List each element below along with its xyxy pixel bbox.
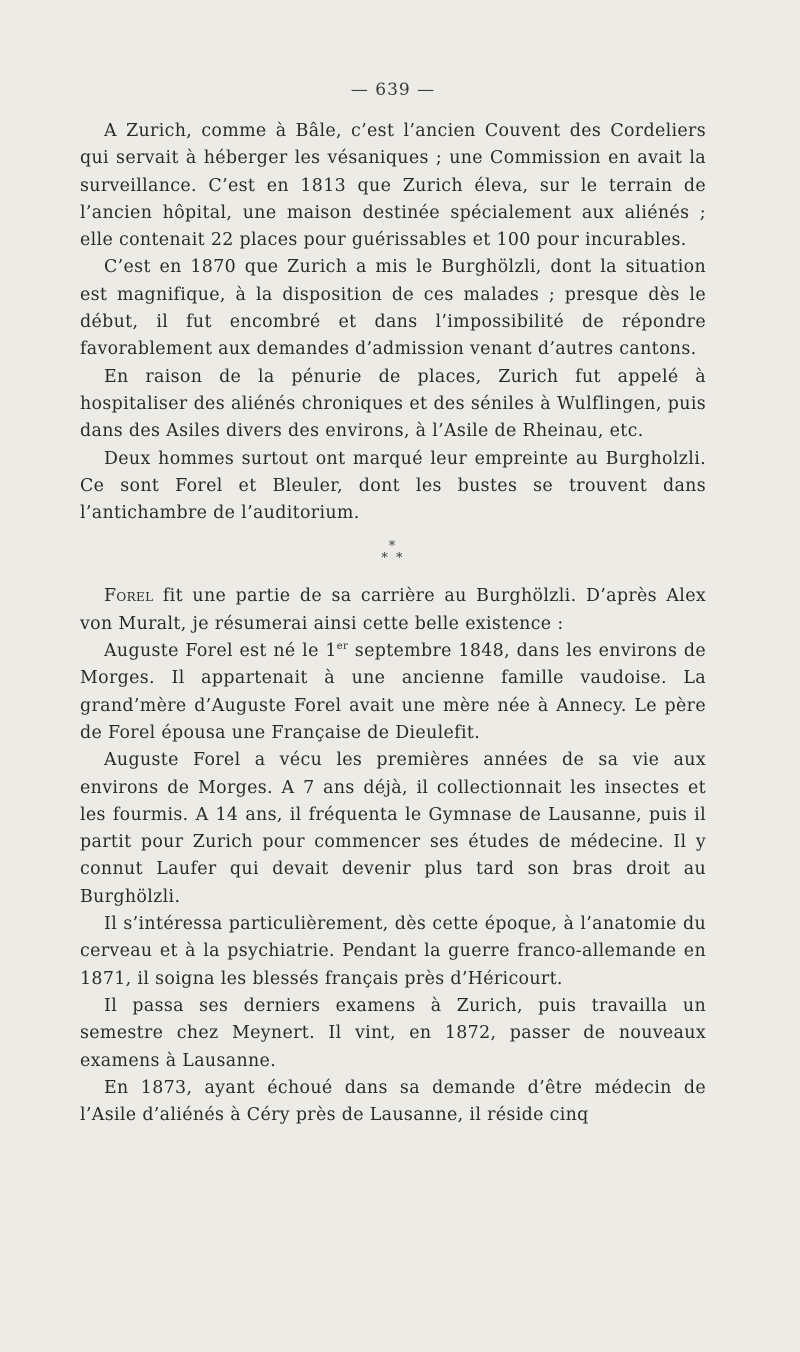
page-number: — 639 — (350, 80, 436, 100)
paragraph-forel-exams: Il passa ses derniers examens à Zurich, puis travailla un semestre chez Meynert. Il vint, en 1872, passer de nouveaux examens à Lausanne. (80, 995, 706, 1071)
paragraph-zurich-couvent: A Zurich, comme à Bâle, c’est l’ancien Couvent des Cordeliers qui servait à héberger les vésaniques ; une Commission en avait la surveillance. C’est en 1813 que Zurich éleva, sur le terrain de l’ancien hôpital, une maison destinée spécialement aux aliénés ; elle contenait 22 places pour guérissables et 100 pour incurables. (80, 121, 706, 251)
birth-text-start: Auguste Forel est né le 1 (104, 641, 337, 662)
paragraph-forel-youth: Auguste Forel a vécu les premières années de sa vie aux environs de Morges. A 7 ans déjà, il collectionnait les insectes et les fourmis. A 14 ans, il fréquenta le Gymnase de Lausanne, puis il partit pour Zurich pour commencer ses études de médecine. Il y connut Laufer qui devait devenir plus tard son bras droit au Burghölzli. (80, 750, 706, 907)
forel-name: Forel (104, 586, 154, 607)
document-page (80, 80, 706, 1129)
section-separator (80, 541, 706, 565)
paragraph-forel-1873: En 1873, ayant échoué dans sa demande d’être médecin de l’Asile d’aliénés à Céry près de Lausanne, il réside cinq (80, 1077, 706, 1126)
separator-bottom-stars: * * (381, 551, 405, 567)
ordinal-superscript: er (336, 641, 349, 653)
paragraph-penurie: En raison de la pénurie de places, Zurich fut appelé à hospitaliser des aliénés chroniques et des séniles à Wulflingen, puis dans des Asiles divers des environs, à l’Asile de Rheinau, etc. (80, 366, 706, 442)
paragraph-forel-birth (80, 638, 706, 747)
paragraph-forel-intro (80, 583, 706, 638)
paragraph-forel-anatomy: Il s’intéressa particulièrement, dès cette époque, à l’anatomie du cerveau et à la psychiatrie. Pendant la guerre franco-allemande en 1871, il soigna les blessés français près d’Héricourt. (80, 914, 706, 989)
forel-intro-text: fit une partie de sa carrière au Burghölzli. D’après Alex von Muralt, je résumerai ainsi cette belle existence : (80, 586, 706, 634)
paragraph-deux-hommes: Deux hommes surtout ont marqué leur empreinte au Burgholzli. Ce sont Forel et Bleuler, dont les bustes se trouvent dans l’antichambre de l’auditorium. (80, 448, 706, 524)
paragraph-burgholzli-1870: C’est en 1870 que Zurich a mis le Burghölzli, dont la situation est magnifique, à la disposition de ces malades ; presque dès le début, il fut encombré et dans l’impossibilité de répondre favorablement aux demandes d’admission venant d’autres cantons. (80, 257, 706, 360)
birth-text-end: septembre 1848, dans les environs de Morges. Il appartenait à une ancienne famille vaudoise. La grand’mère d’Auguste Forel avait une mère née à Annecy. Le père de Forel épousa une Française de Dieulefit. (80, 641, 706, 743)
separator-top-star: * (388, 539, 398, 555)
